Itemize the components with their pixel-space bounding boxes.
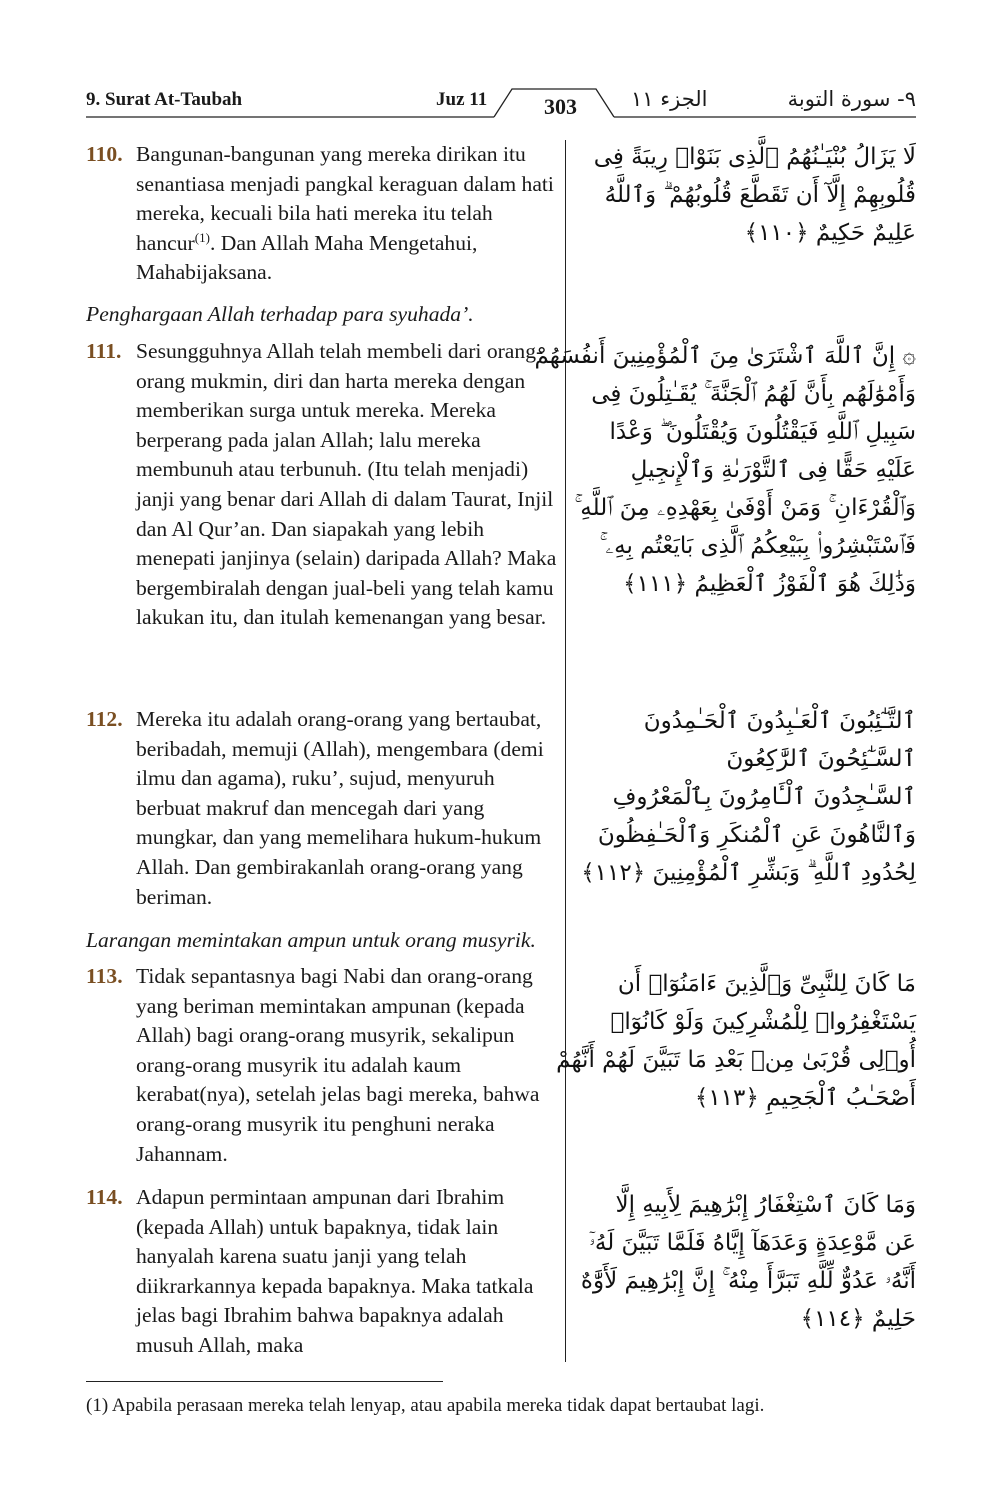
- verse-text: Tidak sepantasnya bagi Nabi dan orang-orang yang beriman memintakan ampunan (kepada Allah) bagi orang-orang musyrik, sekalipun orang-orang musyrik itu adalah kaum kerabat(nya), setelah jelas bagi mereka, bahwa orang-orang musyrik itu penghuni neraka Jahannam.: [136, 964, 540, 1166]
- section-heading: Penghargaan Allah terhadap para syuhada’.: [86, 302, 474, 326]
- arabic-line: لِحُدُودِ ٱللَّهِ ۗ وَبَشِّرِ ٱلْمُؤْمِنِينَ ﴿١١٢﴾: [581, 860, 916, 886]
- arabic-line: وَٱلْقُرْءَانِ ۚ وَمَنْ أَوْفَىٰ بِعَهْدِهِۦ مِنَ ٱللَّهِ ۚ: [574, 495, 916, 521]
- surah-title-arabic: ٩- سورة التوبة: [787, 87, 916, 111]
- juz-label-latin: Juz 11: [436, 89, 488, 110]
- verse-number: 112.: [86, 707, 123, 731]
- arabic-line: ۞ إِنَّ ٱللَّهَ ٱشْتَرَىٰ مِنَ ٱلْمُؤْمِنِينَ أَنفُسَهُمْ: [534, 343, 916, 369]
- arabic-line: عَن مَّوْعِدَةٍ وَعَدَهَآ إِيَّاهُ فَلَمَّا تَبَيَّنَ لَهُۥٓ: [589, 1230, 916, 1256]
- arabic-line: قُلُوبِهِمْ إِلَّآ أَن تَقَطَّعَ قُلُوبُهُمْ ۗ وَٱللَّهُ: [604, 182, 916, 208]
- verse-111-arabic: [534, 337, 916, 603]
- verse-number: 110.: [86, 142, 123, 166]
- arabic-line: يَسْتَغْفِرُوا۟ لِلْمُشْرِكِينَ وَلَوْ كَانُوٓا۟: [610, 1009, 916, 1035]
- footnote-ref[interactable]: (1): [194, 229, 210, 245]
- verse-text: Mereka itu adalah orang-orang yang bertaubat, beribadah, memuji (Allah), mengembara (demi ilmu dan agama), ruku’, sujud, menyuruh berbuat makruf dan mencegah dari yang mungkar, dan yang memelihara hukum-hukum Allah. Dan gembirakanlah orang-orang yang beriman.: [136, 707, 544, 909]
- arabic-line: عَلَيْهِ حَقًّا فِى ٱلتَّوْرَىٰةِ وَٱلْإِنجِيلِ: [630, 457, 916, 483]
- arabic-line: ٱلسَّـٰٓئِحُونَ ٱلرَّٰكِعُونَ: [726, 746, 916, 772]
- verse-112-arabic: [580, 702, 916, 892]
- arabic-line: ٱلسَّـٰجِدُونَ ٱلْـَٔامِرُونَ بِٱلْمَعْرُوفِ: [612, 784, 916, 810]
- verse-114-arabic: [580, 1186, 916, 1338]
- arabic-line: أُو۟لِى قُرْبَىٰ مِنۢ بَعْدِ مَا تَبَيَّنَ لَهُمْ أَنَّهُمْ: [556, 1047, 916, 1073]
- page-header: [86, 85, 916, 125]
- verse-text: Adapun permintaan ampunan dari Ibrahim (kepada Allah) untuk bapaknya, tidak lain hanyalah karena suatu janji yang telah diikrarkannya kepada bapaknya. Maka tatkala jelas bagi Ibrahim bahwa bapaknya adalah musuh Allah, maka: [136, 1185, 534, 1357]
- arabic-line: وَذَٰلِكَ هُوَ ٱلْفَوْزُ ٱلْعَظِيمُ ﴿١١١﴾: [623, 571, 916, 597]
- arabic-line: سَبِيلِ ٱللَّهِ فَيَقْتُلُونَ وَيُقْتَلُونَ ۖ وَعْدًا: [609, 419, 916, 445]
- verse-113-translation: [86, 962, 558, 1169]
- arabic-line: أَصْحَـٰبُ ٱلْجَحِيمِ ﴿١١٣﴾: [694, 1085, 916, 1111]
- arabic-line: مَا كَانَ لِلنَّبِىِّ وَٱلَّذِينَ ءَامَنُوٓا۟ أَن: [617, 971, 916, 997]
- arabic-line: لَا يَزَالُ بُنْيَـٰنُهُمُ ٱلَّذِى بَنَوْا۟ رِيبَةً فِى: [593, 144, 916, 170]
- page-number: 303: [544, 94, 577, 119]
- verse-number: 114.: [86, 1185, 123, 1209]
- verse-number: 113.: [86, 964, 123, 988]
- arabic-line: وَأَمْوَٰلَهُم بِأَنَّ لَهُمُ ٱلْجَنَّةَ ۚ يُقَـٰتِلُونَ فِى: [591, 381, 916, 407]
- arabic-line: أَنَّهُۥ عَدُوٌّ لِّلَّهِ تَبَرَّأَ مِنْهُ ۚ إِنَّ إِبْرَٰهِيمَ لَأَوَّٰهٌ: [580, 1268, 916, 1294]
- arabic-line: عَلِيمٌ حَكِيمٌ ﴿١١٠﴾: [744, 220, 916, 246]
- verse-text: Sesungguhnya Allah telah membeli dari orang-orang mukmin, diri dan harta mereka dengan memberikan surga untuk mereka. Mereka berperang pada jalan Allah; lalu mereka membunuh atau terbunuh. (Itu telah menjadi) janji yang benar dari Allah di dalam Taurat, Injil dan Al Qur’an. Dan siapakah yang lebih menepati janjinya (selain) daripada Allah? Maka bergembiralah dengan jual-beli yang telah kamu lakukan itu, dan itulah kemenangan yang besar.: [136, 339, 557, 630]
- verse-text: Bangunan-bangunan yang mereka dirikan itu senantiasa menjadi pangkal keraguan dalam hati mereka, kecuali bila hati mereka itu telah hancur$^{(1)}$. Dan Allah Maha Mengetahui, Mahabijaksana.: [136, 142, 554, 285]
- footnote: (1) Apabila perasaan mereka telah lenyap, atau apabila mereka tidak dapat bertaubat lagi.: [86, 1395, 765, 1416]
- verse-114-translation: [86, 1183, 558, 1361]
- arabic-line: حَلِيمٌ ﴿١١٤﴾: [800, 1306, 916, 1332]
- surah-title-latin: 9. Surat At-Taubah: [86, 89, 243, 110]
- arabic-line: ٱلتَّـٰٓئِبُونَ ٱلْعَـٰبِدُونَ ٱلْحَـٰمِدُونَ: [643, 708, 916, 734]
- juz-label-arabic: الجزء ١١: [631, 87, 708, 111]
- verse-110-translation: [86, 140, 558, 288]
- verse-113-arabic: [556, 965, 916, 1117]
- verse-111-translation: [86, 337, 558, 633]
- arabic-line: وَٱلنَّاهُونَ عَنِ ٱلْمُنكَرِ وَٱلْحَـٰفِظُونَ: [597, 822, 916, 848]
- footnote-rule: [86, 1381, 443, 1382]
- verse-110-arabic: [580, 138, 916, 252]
- section-heading: Larangan memintakan ampun untuk orang musyrik.: [86, 928, 536, 952]
- arabic-line: فَٱسْتَبْشِرُوا۟ بِبَيْعِكُمُ ٱلَّذِى بَايَعْتُم بِهِۦ ۚ: [599, 533, 916, 559]
- arabic-line: وَمَا كَانَ ٱسْتِغْفَارُ إِبْرَٰهِيمَ لِأَبِيهِ إِلَّا: [615, 1192, 916, 1218]
- verse-number: 111.: [86, 339, 122, 363]
- verse-112-translation: [86, 705, 558, 912]
